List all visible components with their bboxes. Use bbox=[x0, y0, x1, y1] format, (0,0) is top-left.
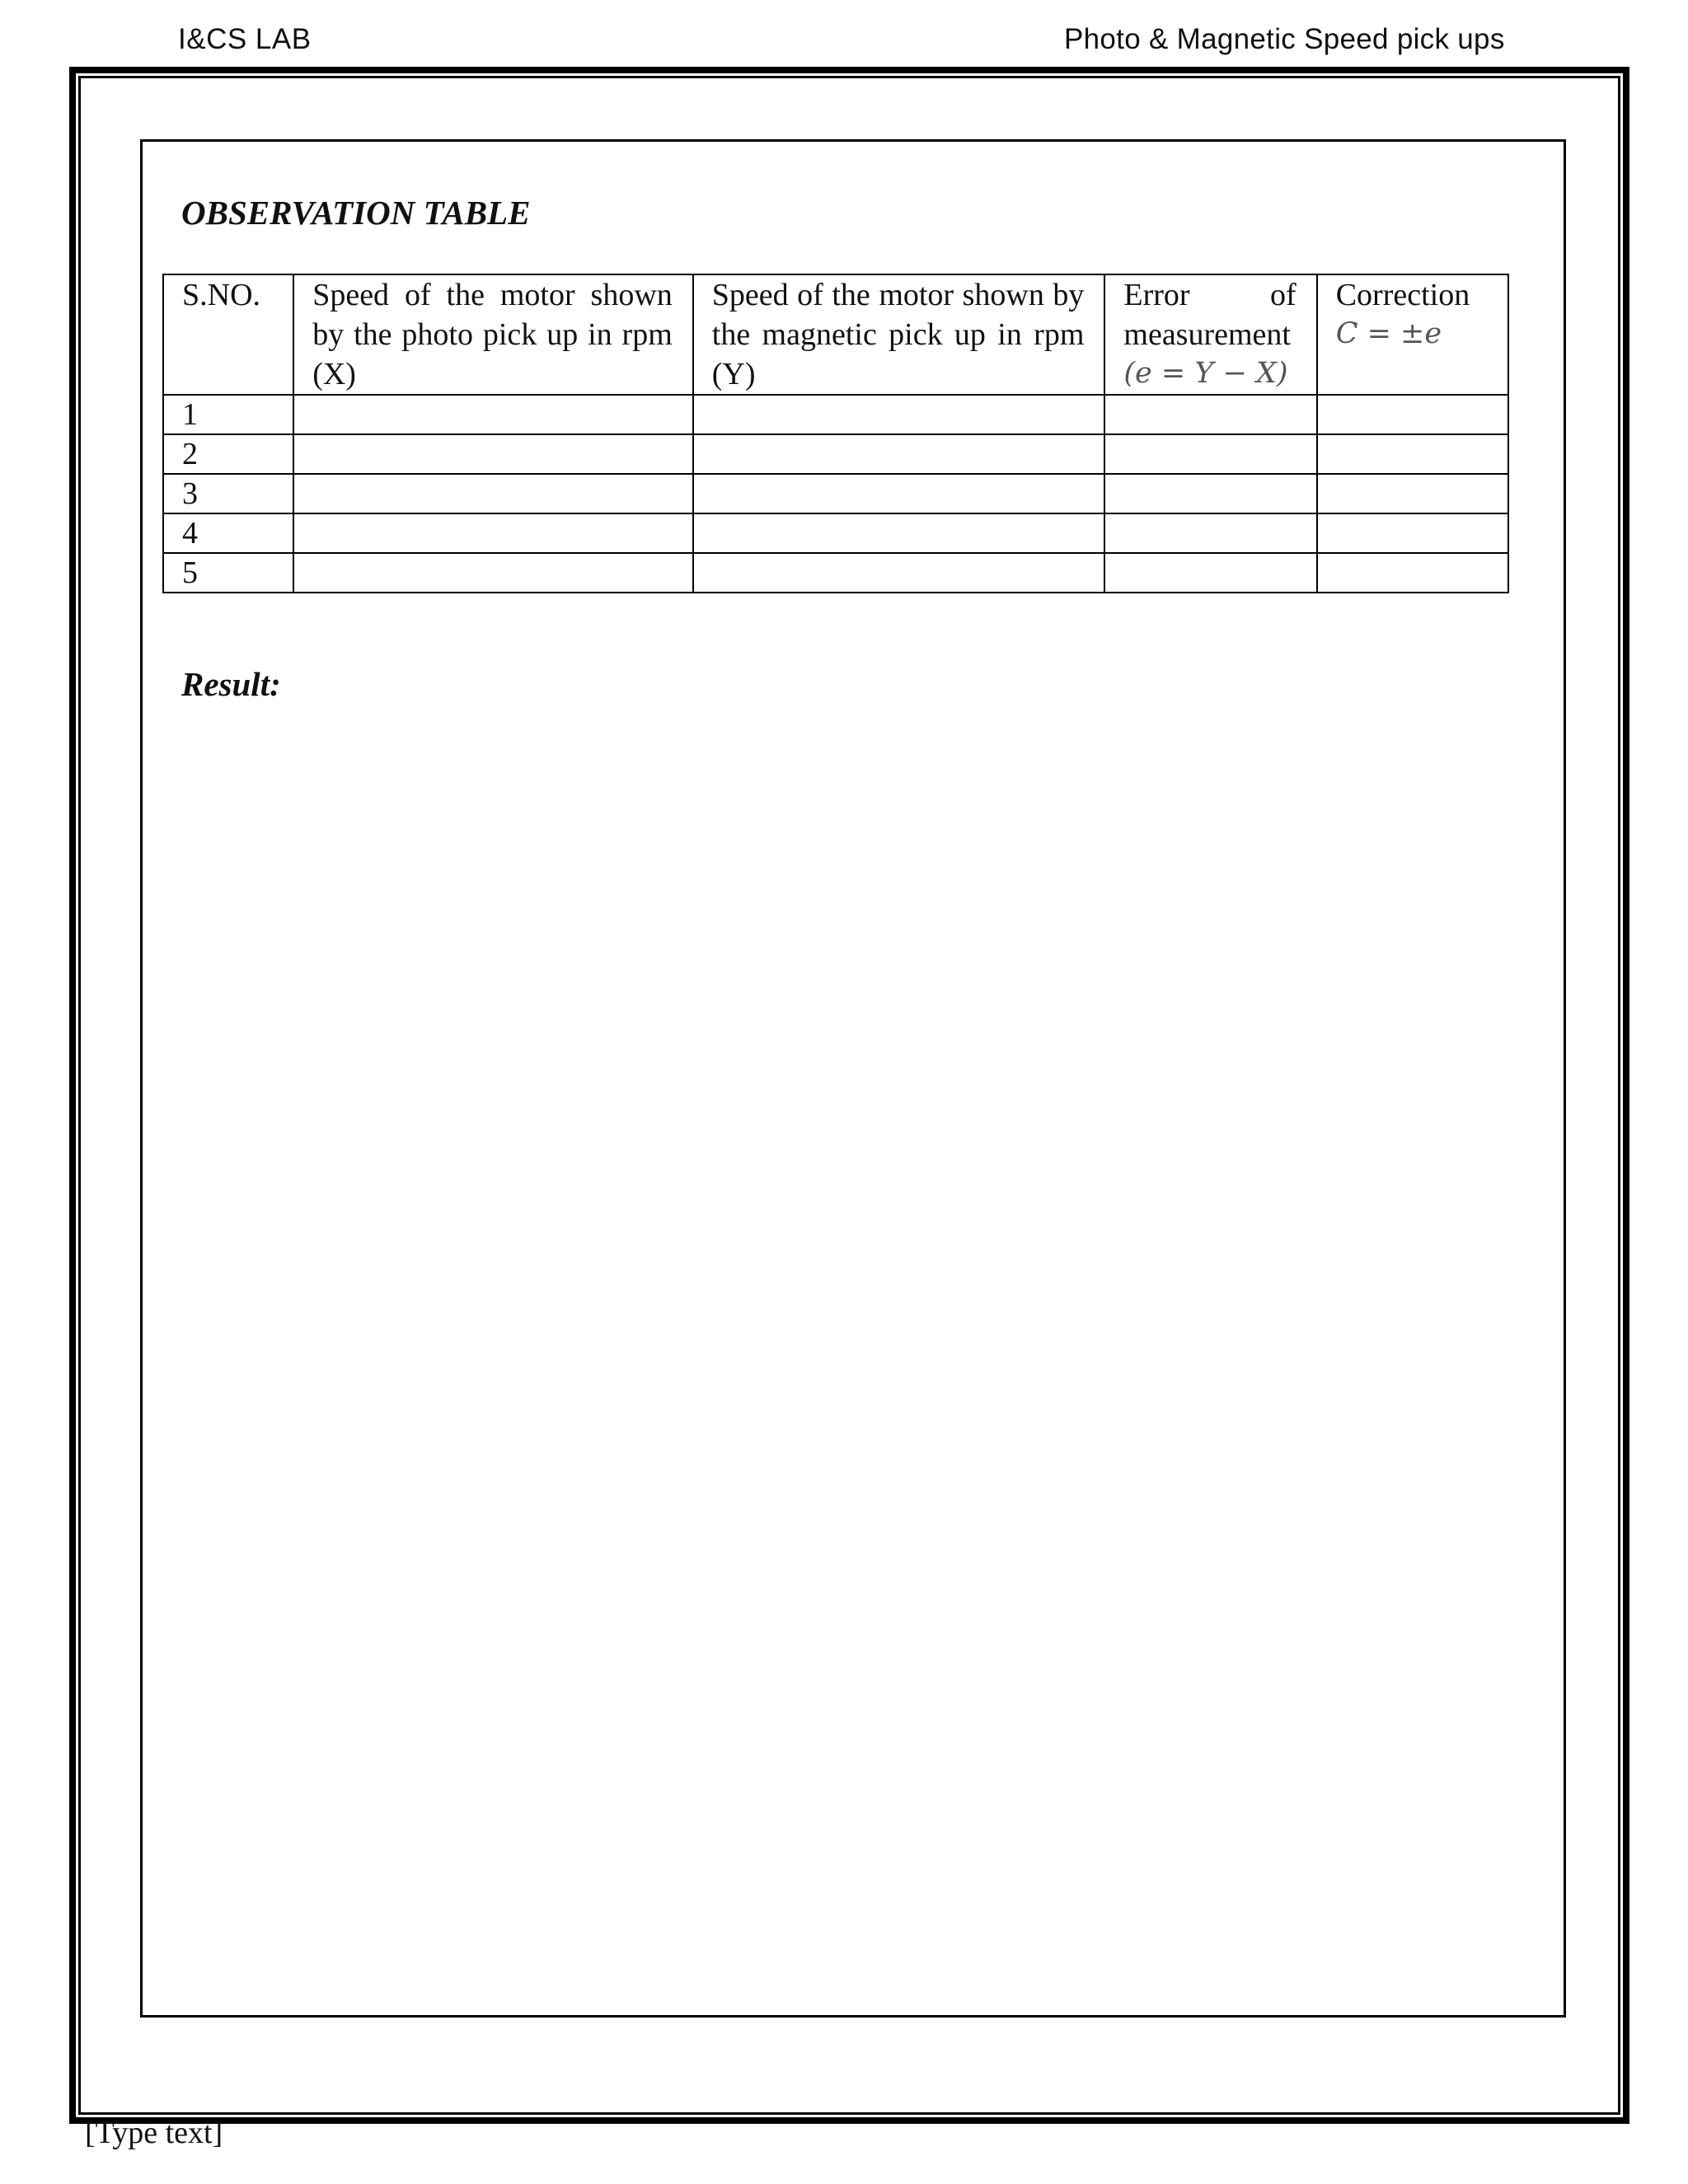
table-cell bbox=[293, 474, 693, 513]
table-row bbox=[163, 513, 1508, 553]
table-row bbox=[163, 434, 1508, 474]
table-row bbox=[163, 474, 1508, 513]
table-cell bbox=[1317, 434, 1508, 474]
header-lab-name: I&CS LAB bbox=[178, 23, 312, 55]
column-header-label: Speed of the motor shown by the photo pick up in rpm (X) bbox=[312, 278, 673, 391]
column-header-error bbox=[1104, 274, 1316, 395]
correction-formula: C = ±e bbox=[1335, 317, 1442, 350]
column-header-label: S.NO. bbox=[182, 278, 261, 312]
table-cell bbox=[1317, 553, 1508, 593]
table-cell bbox=[293, 395, 693, 434]
header-experiment-title: Photo & Magnetic Speed pick ups bbox=[1064, 23, 1505, 55]
table-cell bbox=[293, 434, 693, 474]
table-cell bbox=[693, 474, 1105, 513]
serial-number-cell: 5 bbox=[163, 553, 293, 593]
serial-number-cell: 2 bbox=[163, 434, 293, 474]
column-header-label: Error of measurement bbox=[1123, 278, 1296, 352]
column-header-sno bbox=[163, 274, 293, 395]
serial-number-cell: 3 bbox=[163, 474, 293, 513]
table-cell bbox=[1317, 395, 1508, 434]
table-cell bbox=[1104, 395, 1316, 434]
table-row bbox=[163, 553, 1508, 593]
footer-placeholder-text: [Type text] bbox=[85, 2116, 223, 2150]
error-formula: (e = Y − X) bbox=[1123, 357, 1288, 390]
table-cell bbox=[1317, 474, 1508, 513]
column-header-magnetic-speed bbox=[693, 274, 1105, 395]
result-label: Result: bbox=[181, 665, 281, 703]
table-cell bbox=[693, 553, 1105, 593]
table-cell bbox=[693, 434, 1105, 474]
table-cell bbox=[1317, 513, 1508, 553]
serial-number-cell: 4 bbox=[163, 513, 293, 553]
table-row bbox=[163, 395, 1508, 434]
column-header-label: Speed of the motor shown by the magnetic pick up in rpm (Y) bbox=[711, 278, 1085, 391]
observation-table-title: OBSERVATION TABLE bbox=[181, 194, 531, 232]
table-header-row bbox=[163, 274, 1508, 395]
observation-table bbox=[162, 274, 1509, 593]
serial-number-cell: 1 bbox=[163, 395, 293, 434]
table-cell bbox=[1104, 553, 1316, 593]
table-cell bbox=[693, 395, 1105, 434]
table-cell bbox=[293, 553, 693, 593]
table-cell bbox=[293, 513, 693, 553]
column-header-photo-speed bbox=[293, 274, 693, 395]
table-cell bbox=[693, 513, 1105, 553]
table-cell bbox=[1104, 513, 1316, 553]
column-header-label: Correction bbox=[1335, 278, 1470, 312]
table-cell bbox=[1104, 434, 1316, 474]
table-cell bbox=[1104, 474, 1316, 513]
column-header-correction bbox=[1317, 274, 1508, 395]
